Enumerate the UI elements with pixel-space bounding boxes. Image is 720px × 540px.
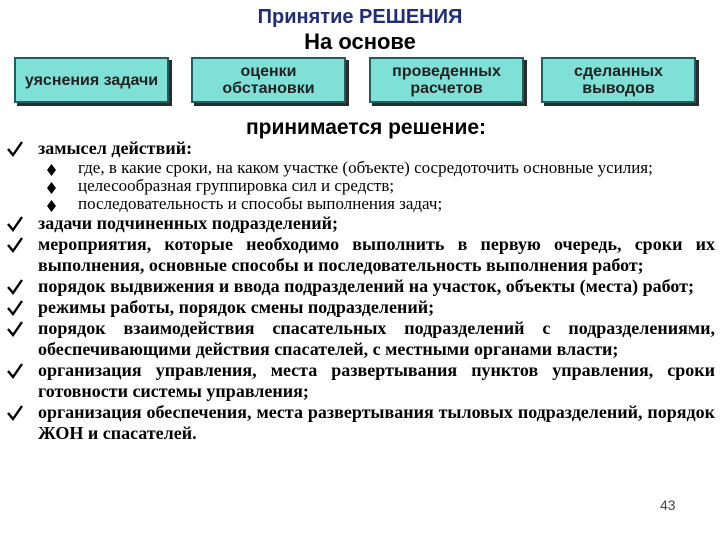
decision-heading: принимается решение:: [245, 116, 487, 139]
diamond-bullet-icon: [47, 198, 56, 210]
list-item: [4, 213, 715, 234]
list-item-text: организация обеспечения, места развертывания тыловых подразделений, порядок ЖОН и спасателей.: [38, 402, 715, 443]
page-title: Принятие РЕШЕНИЯ: [257, 6, 463, 28]
list-item: [4, 138, 715, 159]
checkmark-icon: [6, 299, 24, 317]
sub-list-item: [4, 159, 715, 177]
checkmark-icon: [6, 140, 24, 158]
checkmark-icon: [6, 236, 24, 254]
sub-list-item-text: целесообразная группировка сил и средств;: [78, 176, 395, 195]
checkmark-icon: [6, 362, 24, 380]
list-item-text: организация управления, места развертывания пунктов управления, сроки готовности системы управления;: [38, 360, 715, 401]
sub-list-item: [4, 195, 715, 213]
page-number: 43: [660, 497, 676, 513]
list-item-text: режимы работы, порядок смены подразделений;: [38, 297, 435, 317]
diamond-bullet-icon: [47, 162, 56, 174]
list-item: [4, 297, 715, 318]
basis-box-calculations: проведенных расчетов: [369, 57, 524, 103]
sub-list-item: [4, 177, 715, 195]
basis-box-situation: оценки обстановки: [191, 57, 346, 103]
checkmark-icon: [6, 278, 24, 296]
list-item: [4, 234, 715, 276]
diamond-bullet-icon: [47, 180, 56, 192]
page-subtitle: На основе: [304, 29, 416, 54]
checkmark-icon: [6, 404, 24, 422]
decision-list: [4, 138, 715, 444]
basis-box-conclusions: сделанных выводов: [541, 57, 696, 103]
sub-list-item-text: где, в какие сроки, на каком участке (объекте) сосредоточить основные усилия;: [78, 158, 653, 177]
list-item: [4, 360, 715, 402]
sub-list-item-text: последовательность и способы выполнения задач;: [78, 194, 443, 213]
checkmark-icon: [6, 320, 24, 338]
list-item-text: порядок выдвижения и ввода подразделений на участок, объекты (места) работ;: [38, 276, 694, 296]
list-item-text: замысел действий:: [38, 138, 193, 158]
list-item: [4, 276, 715, 297]
basis-box-task: уяснения задачи: [14, 57, 169, 103]
list-item-text: задачи подчиненных подразделений;: [38, 213, 338, 233]
list-item: [4, 318, 715, 360]
list-item-text: мероприятия, которые необходимо выполнить в первую очередь, сроки их выполнения, основные способы и последовательность выполнения работ;: [38, 234, 715, 275]
checkmark-icon: [6, 215, 24, 233]
list-item-text: порядок взаимодействия спасательных подразделений с подразделениями, обеспечивающими действия спасателей, с местными органами власти;: [38, 318, 715, 359]
list-item: [4, 402, 715, 444]
